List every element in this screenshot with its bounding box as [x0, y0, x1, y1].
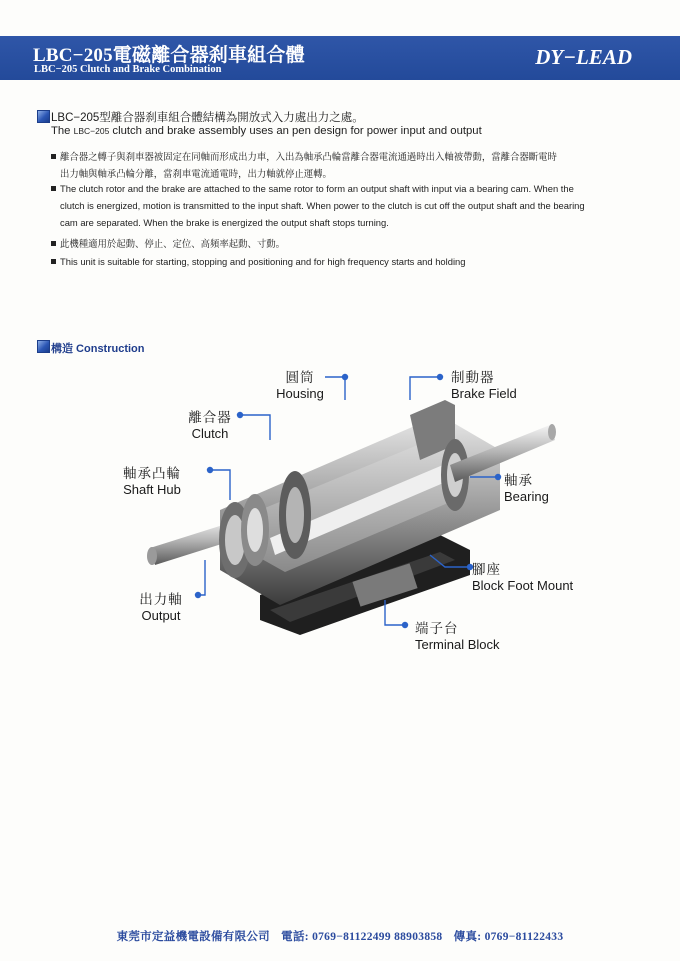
callout-shaft-hub — [113, 462, 191, 497]
page-subtitle: LBC−205 Clutch and Brake Combination — [34, 64, 222, 75]
bullet-line: cam are separated. When the brake is energized the output shaft stops turning. — [60, 217, 389, 228]
intro-en-model: LBC−205 — [73, 126, 110, 136]
callout-foot-mount — [472, 558, 592, 593]
bullet-item — [51, 180, 651, 231]
bullet-square-icon — [51, 259, 56, 264]
callout-zh: 端子台 — [415, 621, 459, 636]
bullet-item — [51, 235, 651, 252]
page-title: LBC−205電磁離合器刹車組合體 — [33, 45, 305, 66]
bullet-item — [51, 148, 651, 182]
intro-english — [51, 125, 482, 137]
callout-en: Housing — [276, 386, 324, 401]
callout-housing — [270, 366, 330, 401]
footer-phone: 電話: 0769−81122499 88903858 — [281, 931, 443, 943]
callout-zh: 軸承 — [504, 473, 533, 488]
callout-brake-field — [451, 366, 541, 401]
construction-heading: 構造 Construction — [51, 343, 145, 355]
bullet-square-icon — [51, 154, 56, 159]
callout-en: Terminal Block — [415, 637, 500, 652]
callout-zh: 腳座 — [472, 562, 501, 577]
footer-company: 東莞市定益機電設備有限公司 — [116, 931, 270, 943]
callout-zh: 圓筒 — [285, 370, 315, 385]
bullet-line: This unit is suitable for starting, stopping and positioning and for high frequency starts and holding — [60, 256, 466, 267]
intro-en-suffix: clutch and brake assembly uses an pen design for power input and output — [109, 125, 482, 137]
callout-output — [130, 588, 192, 623]
bullet-square-icon — [51, 241, 56, 246]
callout-en: Block Foot Mount — [472, 578, 574, 593]
intro-en-prefix: The — [51, 125, 74, 137]
callout-en: Brake Field — [451, 386, 517, 401]
callout-zh: 軸承凸輪 — [123, 466, 181, 481]
header-band — [0, 36, 680, 80]
bullet-line: 離合器之轉子與刹車器被固定在同軸而形成出力車，入出為軸承凸輪當離合器電流通過時出入軸被帶動，當離合器斷電時 — [60, 151, 557, 162]
bullet-square-icon — [51, 186, 56, 191]
callout-en: Output — [141, 608, 181, 623]
callout-zh: 制動器 — [451, 370, 495, 385]
intro-chinese: LBC−205型離合器刹車組合體結構為開放式入力處出力之處。 — [51, 112, 364, 124]
footer-fax: 傳真: 0769−81122433 — [453, 931, 564, 943]
bullet-line: The clutch rotor and the brake are attached to the same rotor to form an output shaft with input via a bearing cam. When the — [60, 183, 574, 194]
callout-clutch — [180, 406, 240, 441]
bullet-line: 出力軸與軸承凸輪分離，當刹車電流通電時，出力軸就停止運轉。 — [60, 168, 332, 179]
callout-terminal-block — [415, 617, 515, 652]
footer-contact — [0, 928, 680, 944]
brand-logo-text: DY−LEAD — [535, 45, 632, 69]
bullet-item — [51, 253, 651, 270]
bullet-line: 此機種適用於起動、停止、定位、高頻率起動、寸動。 — [60, 238, 286, 249]
callout-en: Clutch — [191, 426, 229, 441]
callout-en: Shaft Hub — [123, 482, 181, 497]
construction-square-icon — [37, 340, 50, 353]
section-square-icon — [37, 110, 50, 123]
callout-bearing — [504, 469, 564, 504]
callout-zh: 離合器 — [188, 410, 232, 425]
callout-zh: 出力軸 — [139, 592, 183, 607]
callout-en: Bearing — [504, 489, 549, 504]
bullet-line: clutch is energized, motion is transmitted to the input shaft. When power to the clutch is cut off the output shaft and the bearing — [60, 200, 585, 211]
